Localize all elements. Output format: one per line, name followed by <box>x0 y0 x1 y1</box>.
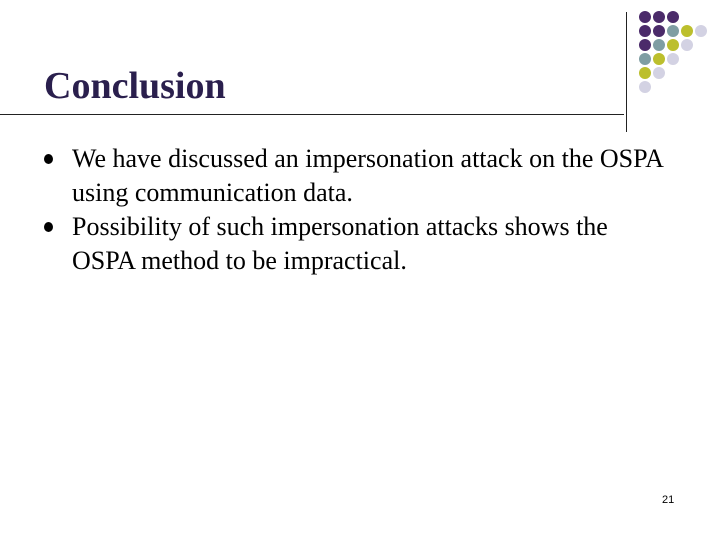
decorative-dot <box>681 25 693 37</box>
bullet-icon <box>44 222 53 232</box>
vertical-divider <box>626 12 627 132</box>
decorative-dot <box>667 25 679 37</box>
bullet-icon <box>44 154 53 164</box>
decorative-dot-grid <box>639 11 719 121</box>
decorative-dot <box>653 53 665 65</box>
decorative-dot <box>653 11 665 23</box>
bullet-list <box>44 142 674 278</box>
decorative-dot <box>695 25 707 37</box>
decorative-dot <box>681 39 693 51</box>
decorative-dot <box>639 81 651 93</box>
decorative-dot <box>639 11 651 23</box>
bullet-text: Possibility of such impersonation attacks shows the OSPA method to be impractical. <box>72 212 608 275</box>
bullet-item <box>44 210 674 278</box>
decorative-dot <box>639 39 651 51</box>
decorative-dot <box>653 25 665 37</box>
slide-title: Conclusion <box>44 65 226 107</box>
decorative-dot <box>653 67 665 79</box>
decorative-dot <box>667 39 679 51</box>
decorative-dot <box>653 39 665 51</box>
page-number: 21 <box>662 494 675 506</box>
decorative-dot <box>639 53 651 65</box>
decorative-dot <box>639 25 651 37</box>
bullet-item <box>44 142 674 210</box>
bullet-text: We have discussed an impersonation attack on the OSPA using communication data. <box>72 144 663 207</box>
decorative-dot <box>667 11 679 23</box>
decorative-dot <box>639 67 651 79</box>
decorative-dot <box>667 53 679 65</box>
title-divider <box>0 114 624 115</box>
